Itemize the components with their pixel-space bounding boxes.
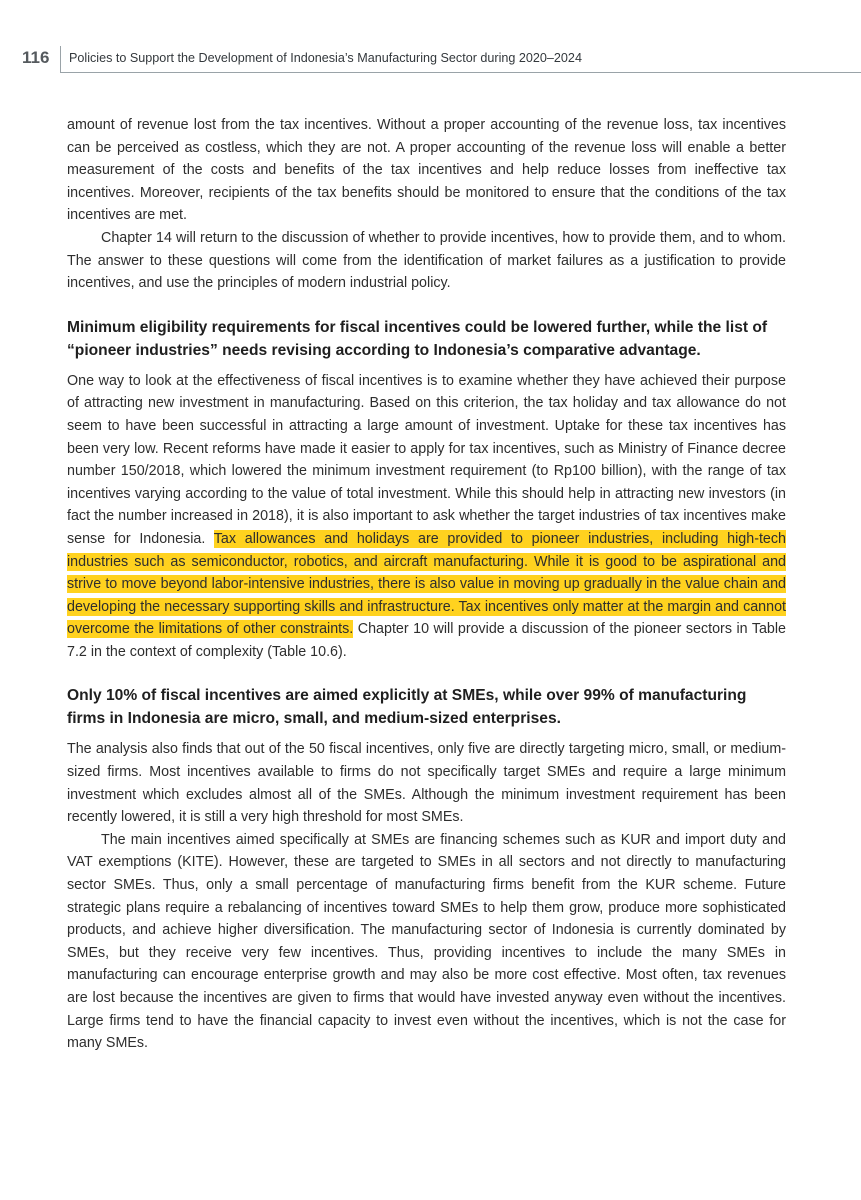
highlighted-passage: Tax allowances and holidays are provided to pioneer industries, including high-tech industries such as semiconductor, robotics, and aircraft manufacturing. While it is good to be aspirational and strive to move beyond labor-intensive industries, there is also value in moving up gradually in the value chain and developing the necessary supporting skills and infrastructure. Tax incentives only matter at the margin and cannot overcome the limitations of other constraints. (67, 530, 786, 638)
section-heading-eligibility: Minimum eligibility requirements for fiscal incentives could be lowered further, while the list of “pioneer industries” needs revising according to Indonesia’s comparative advantage. (67, 318, 768, 359)
header-horizontal-rule (60, 72, 861, 73)
paragraph-sme-analysis: The analysis also finds that out of the 50 fiscal incentives, only five are directly targeting micro, small, or medium-sized firms. Most incentives available to firms do not specifically target SMEs and require a large minimum investment which excludes almost all of the SMEs. Although the minimum investment requirement has been recently lowered, it is still a very high threshold for most SMEs. (67, 741, 786, 826)
paragraph-chapter-14: Chapter 14 will return to the discussion of whether to provide incentives, how to provide them, and to whom. The answer to these questions will come from the identification of market failures as a justification to provide incentives, and use the principles of modern industrial policy. (67, 229, 786, 292)
paragraph-effectiveness (67, 370, 786, 664)
paragraph-effectiveness-text: One way to look at the effectiveness of fiscal incentives is to examine whether they have achieved their purpose of attracting new investment in manufacturing. Based on this criterion, the tax holiday and tax allowance do not seem to have been successful in attracting a large amount of investment. Uptake for these tax incentives has been very low. Recent reforms have made it easier to apply for tax incentives, such as Ministry of Finance decree number 150/2018, which lowered the minimum investment requirement (to Rp100 billion), with the range of tax incentives varying according to the value of total investment. While this should help in attracting new investors (in fact the number increased in 2018), it is also important to ask whether the target industries of tax incentives make sense for Indonesia. (67, 372, 786, 547)
page-number: 116 (22, 48, 50, 67)
section-heading-smes: Only 10% of fiscal incentives are aimed explicitly at SMEs, while over 99% of manufacturing firms in Indonesia are micro, small, and medium-sized enterprises. (67, 687, 747, 728)
page-body (67, 114, 786, 1055)
paragraph-effectiveness-tail: Chapter 10 will provide a discussion of the pioneer sectors in Table 7.2 in the context of complexity (Table 10.6). (67, 621, 786, 660)
page-header (18, 46, 861, 74)
paragraph-revenue-loss: amount of revenue lost from the tax incentives. Without a proper accounting of the revenue loss, tax incentives can be perceived as costless, which they are not. A proper accounting of the revenue loss will enable a better measurement of the costs and benefits of the tax incentives and help reduce losses from ineffective tax incentives. Moreover, recipients of the tax benefits should be monitored to ensure that the conditions of the tax incentives are met. (67, 117, 786, 224)
running-title: Policies to Support the Development of Indonesia’s Manufacturing Sector during 2020–2024 (69, 51, 582, 65)
paragraph-sme-incentives: The main incentives aimed specifically at SMEs are financing schemes such as KUR and import duty and VAT exemptions (KITE). However, these are targeted to SMEs in all sectors and not directly to manufacturing sector SMEs. Thus, only a small percentage of manufacturing firms benefit from the KUR scheme. Future strategic plans require a rebalancing of incentives toward SMEs to help them grow, produce more sophisticated products, and achieve higher diversification. The manufacturing sector of Indonesia is currently dominated by SMEs, but they receive very few incentives. Thus, providing incentives to include the many SMEs in manufacturing can encourage enterprise growth and may also be more cost effective. Most often, tax revenues are lost because the incentives are given to firms that would have invested anyway even without the incentives. Large firms tend to have the financial capacity to invest even without the incentives, which is not the case for many SMEs. (67, 831, 786, 1052)
header-vertical-rule (60, 46, 61, 72)
